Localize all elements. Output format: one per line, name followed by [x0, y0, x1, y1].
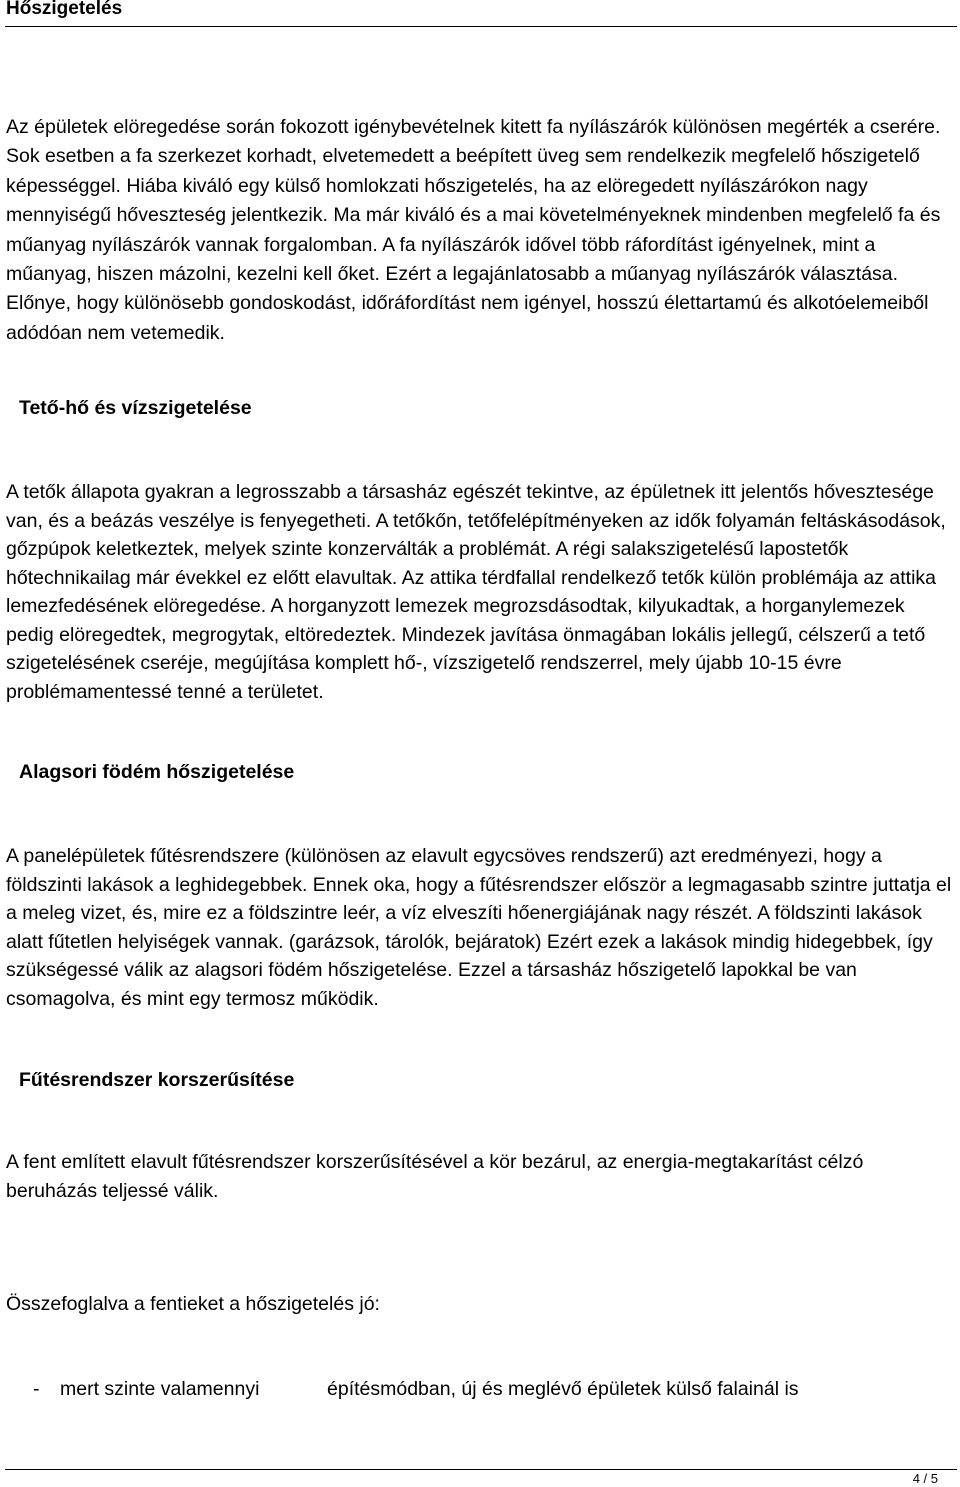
- bullet-dash: -: [33, 1378, 40, 1400]
- footer-divider: [5, 1469, 957, 1470]
- section-heading-roof: Tető-hő és vízszigetelése: [19, 397, 252, 419]
- section-heading-heating: Fűtésrendszer korszerűsítése: [19, 1069, 295, 1091]
- section-paragraph-roof: A tetők állapota gyakran a legrosszabb a társasház egészét tekintve, az épületnek itt jelentős hővesztesége van, és a beázás veszélye is fenyegetheti. A tetőkőn, tetőfelépítményeken az idők folyamán feltáskásodások, gőzpúpok keletkeztek, melyek szinte konzerválták a problémát. A régi salakszigetelésű lapostetők hőtechnikailag már évekkel ez előtt elavultak. Az attika térdfallal rendelkező tetők külön problémája az attika lemezfedésének elöregedése. A horganyzott lemezek megrozsdásodtak, kilyukadtak, a horganylemezek pedig elöregedtek, megrogytak, eltöredeztek. Mindezek javítása önmagában lokális jellegű, célszerű a tető szigetelésének cseréje, megújítása komplett hő-, vízszigetelő rendszerrel, mely újabb 10-15 évre problémamentessé tenné a területet.: [6, 481, 946, 703]
- header-divider: [5, 26, 957, 27]
- intro-paragraph: Az épületek elöregedése során fokozott igénybevételnek kitett fa nyílászárók különösen megérték a cserére. Sok esetben a fa szerkezet korhadt, elvetemedett a beépített üveg sem rendelkezik megfelelő hőszigetelő képességgel. Hiába kiváló egy külső homlokzati hőszigetelés, ha az elöregedett nyílászárókon nagy mennyiségű hőveszteség jelentkezik. Ma már kiváló és a mai követelményeknek mindenben megfelelő fa és műanyag nyílászárók vannak forgalomban. A fa nyílászárók idővel több ráfordítást igényelnek, mint a műanyag, hiszen mázolni, kezelni kell őket. Ezért a legajánlatosabb a műanyag nyílászárók választása. Előnye, hogy különösebb gondoskodást, időráfordítást nem igényel, hosszú élettartamú és alkotóelemeiből adódóan nem vetemedik.: [6, 116, 941, 344]
- bullet-text-start: mert szinte valamennyi: [60, 1378, 260, 1400]
- section-paragraph-heating: A fent említett elavult fűtésrendszer korszerűsítésével a kör bezárul, az energia-megtakarítást célzó beruházás teljessé válik.: [6, 1151, 864, 1203]
- bullet-text-continuation: építésmódban, új és meglévő épületek külső falainál is: [327, 1378, 799, 1400]
- summary-bullet: [0, 1376, 960, 1402]
- summary-intro: Összefoglalva a fentieket a hőszigetelés jó:: [6, 1293, 380, 1315]
- document-title: Hőszigetelés: [6, 0, 123, 19]
- section-paragraph-basement: A panelépületek fűtésrendszere (különösen az elavult egycsöves rendszerű) azt eredményezi, hogy a földszinti lakások a leghidegebbek. Ennek oka, hogy a fűtésrendszer először a legmagasabb szintre juttatja el a meleg vizet, és, mire ez a földszintre leér, a víz elveszíti hőenergiájának nagy részét. A földszinti lakások alatt fűtetlen helyiségek vannak. (garázsok, tárolók, bejáratok) Ezért ezek a lakások mindig hidegebbek, így szükségessé válik az alagsori födém hőszigetelése. Ezzel a társasház hőszigetelő lapokkal be van csomagolva, és mint egy termosz működik.: [6, 845, 952, 1010]
- section-heading-basement: Alagsori födém hőszigetelése: [19, 761, 295, 783]
- page-number: 4 / 5: [912, 1471, 938, 1486]
